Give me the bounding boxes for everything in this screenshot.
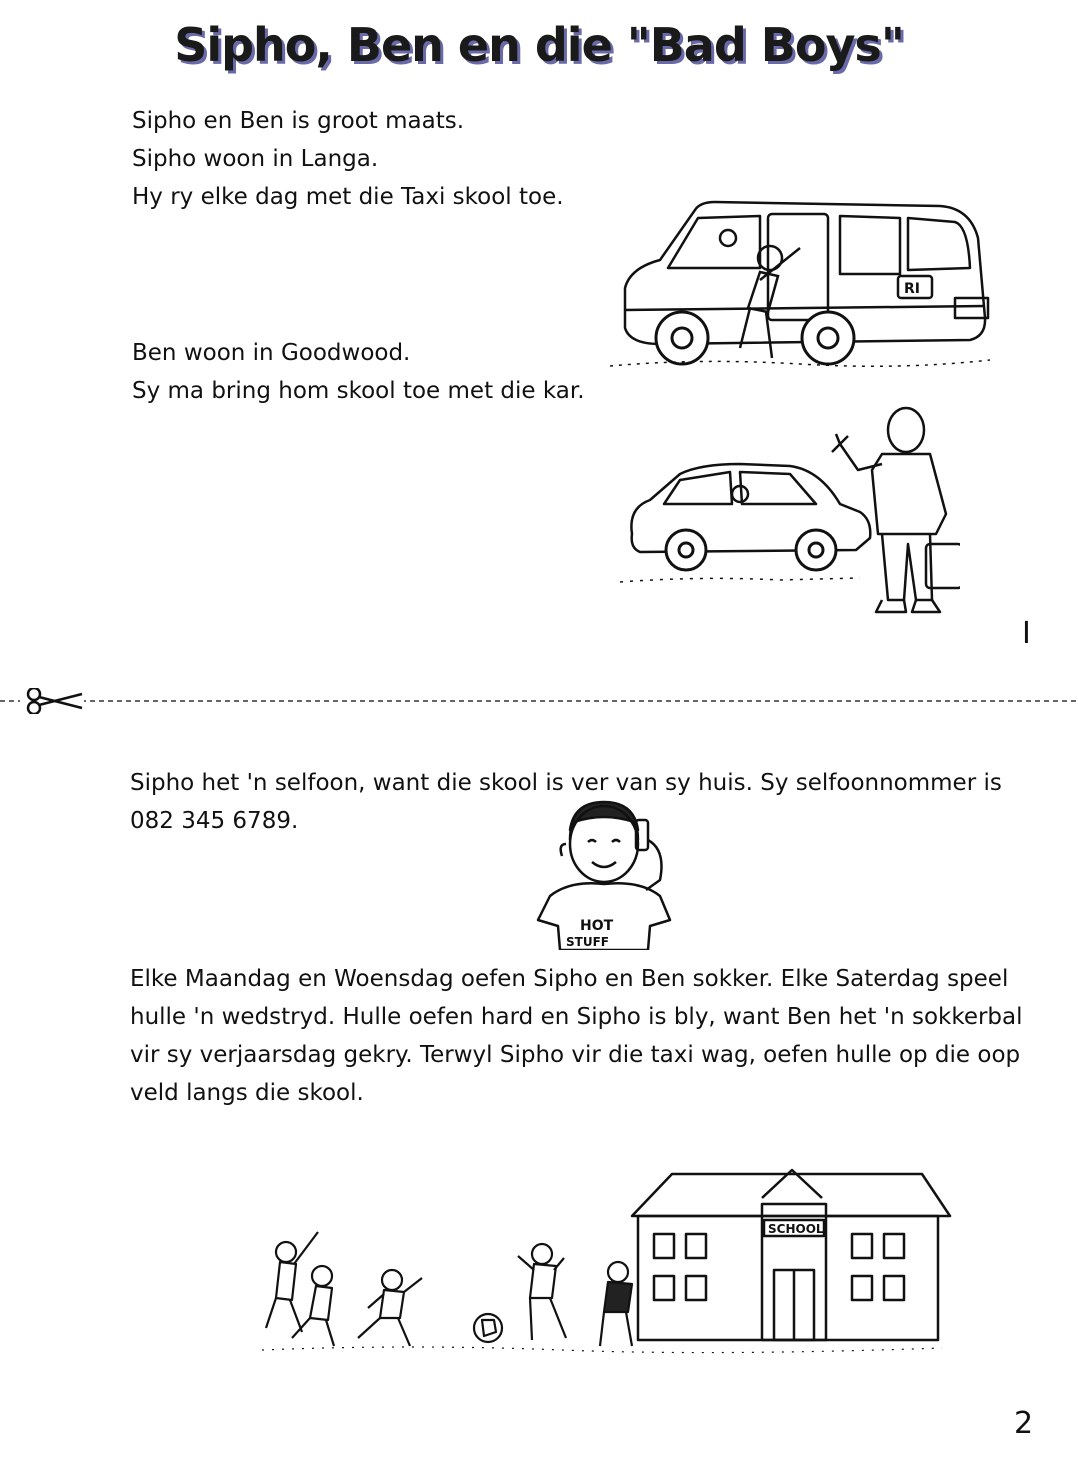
shirt-text-hot: HOT: [580, 918, 614, 934]
taxi-illustration: [600, 188, 1000, 388]
car-illustration: [620, 404, 960, 634]
phone-paragraph: Sipho het 'n selfoon, want die skool is ver van sy huis. Sy selfoonnommer is 082 345 6789.: [130, 770, 1002, 834]
scissors-icon: [20, 688, 84, 714]
school-soccer-illustration: [262, 1168, 954, 1358]
story-line-3: Hy ry elke dag met die Taxi skool toe.: [132, 184, 564, 210]
shirt-text-stuff: STUFF: [566, 935, 609, 949]
story-line-5: Sy ma bring hom skool toe met die kar.: [132, 378, 585, 404]
school-sign-text: SCHOOL: [768, 1222, 824, 1236]
story-line-4: Ben woon in Goodwood.: [132, 340, 411, 366]
soccer-paragraph: Elke Maandag en Woensdag oefen Sipho en Ben sokker. Elke Saterdag speel hulle 'n wedstryd. Hulle oefen hard en Sipho is bly, want Ben het 'n sokkerbal vir sy verjaarsdag gekry. Terwyl Sipho vir die taxi wag, oefen hulle op die oop veld langs die skool.: [130, 966, 1023, 1106]
story-line-1: Sipho en Ben is groot maats.: [132, 108, 465, 134]
phone-boy-illustration: [530, 800, 700, 950]
story-line-2: Sipho woon in Langa.: [132, 146, 379, 172]
page-number: 2: [1014, 1406, 1034, 1441]
cut-line: [0, 688, 1078, 714]
section-marker: I: [1022, 616, 1031, 651]
page-title: Sipho, Ben en die "Bad Boys": [174, 18, 904, 72]
taxi-plate-text: RI: [904, 281, 920, 297]
